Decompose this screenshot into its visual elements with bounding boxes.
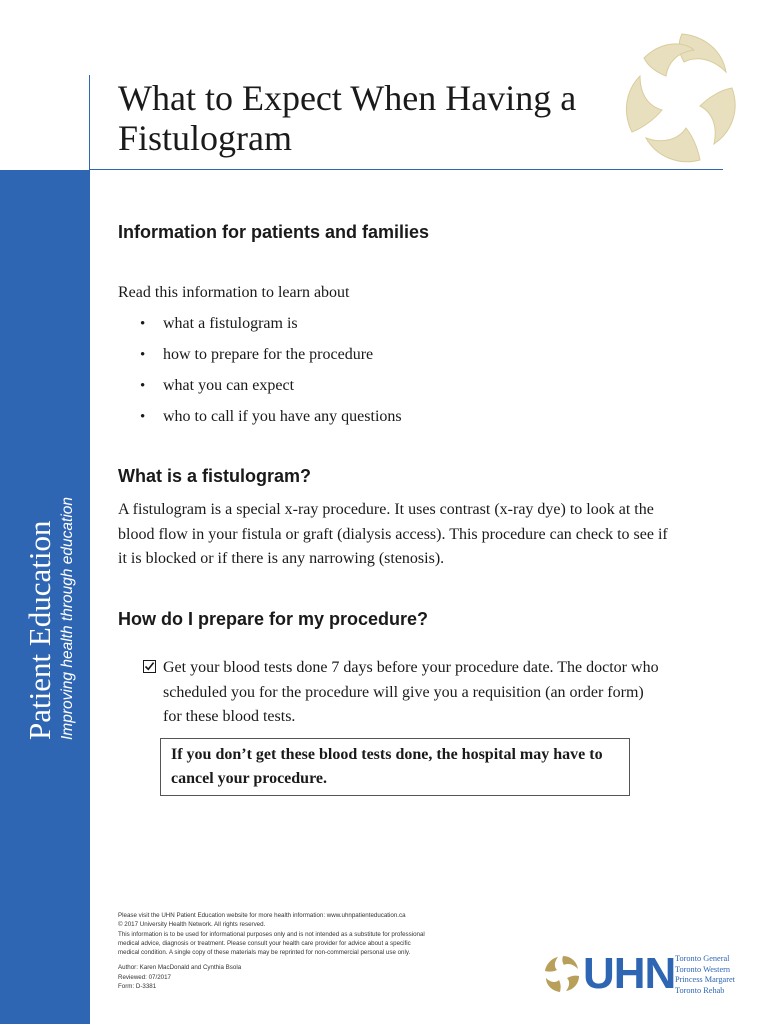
intro-lead: Read this information to learn about bbox=[118, 284, 350, 301]
sidebar-title: Patient Education bbox=[22, 520, 57, 740]
uhn-swirl-icon bbox=[543, 954, 581, 994]
intro-subtitle: Information for patients and families bbox=[118, 222, 430, 242]
uhn-site-name: Toronto Western bbox=[675, 964, 731, 974]
uhn-logo bbox=[543, 949, 763, 1002]
footer-line: medical condition. A single copy of these materials may be reprinted for non-commercial personal use only. bbox=[118, 949, 411, 957]
uhn-wordmark: UHN bbox=[583, 949, 676, 998]
list-item: • what you can expect bbox=[118, 375, 402, 406]
intro-bullet-list bbox=[118, 313, 402, 437]
uhn-site-list bbox=[675, 954, 735, 996]
checklist-item-text: Get your blood tests done 7 days before your procedure date. The doctor who scheduled you for the procedure will give you a requisition (an order form) for these blood tests. bbox=[163, 659, 659, 725]
uhn-site-name: Toronto General bbox=[675, 954, 730, 963]
section-body-what: A fistulogram is a special x-ray procedure. It uses contrast (x-ray dye) to look at the blood flow in your fistula or graft (dialysis access). This procedure can check to see if it is blocked or if there is any narrowing (stenosis). bbox=[118, 501, 668, 567]
section-heading-what: What is a fistulogram? bbox=[118, 466, 312, 486]
header-horizontal-rule bbox=[89, 169, 723, 170]
important-notice-box: If you don’t get these blood tests done, the hospital may have to cancel your procedure. bbox=[160, 738, 630, 796]
footer-line: This information is to be used for informational purposes only and is not intended as a substitute for professional bbox=[118, 930, 425, 938]
sidebar-text-block bbox=[22, 440, 84, 740]
uhn-site-name: Toronto Rehab bbox=[675, 985, 725, 995]
footer-line: Please visit the UHN Patient Education website for more health information: www.uhnpatienteducation.ca bbox=[118, 912, 406, 919]
document-title: What to Expect When Having a Fistulogram bbox=[118, 78, 577, 158]
list-item: • what a fistulogram is bbox=[118, 313, 402, 344]
footer-form-number: Form: D-3381 bbox=[118, 983, 157, 991]
list-item: • who to call if you have any questions bbox=[118, 406, 402, 437]
header-vertical-rule bbox=[89, 75, 90, 169]
checkbox-checked-icon bbox=[143, 660, 156, 673]
uhn-site-name: Princess Margaret bbox=[675, 975, 735, 984]
footer-line: © 2017 University Health Network. All rights reserved. bbox=[118, 921, 266, 929]
sidebar-tagline: Improving health through education bbox=[59, 497, 76, 740]
footer-legal bbox=[118, 911, 518, 991]
footer-author: Author: Karen MacDonald and Cynthia Bsola bbox=[118, 964, 242, 972]
section-heading-prepare: How do I prepare for my procedure? bbox=[118, 609, 429, 629]
list-item: • how to prepare for the procedure bbox=[118, 344, 402, 375]
footer-line: medical advice, diagnosis or treatment. Please consult your health care provider for advice about a specific bbox=[118, 939, 411, 947]
footer-reviewed: Reviewed: 07/2017 bbox=[118, 973, 171, 981]
